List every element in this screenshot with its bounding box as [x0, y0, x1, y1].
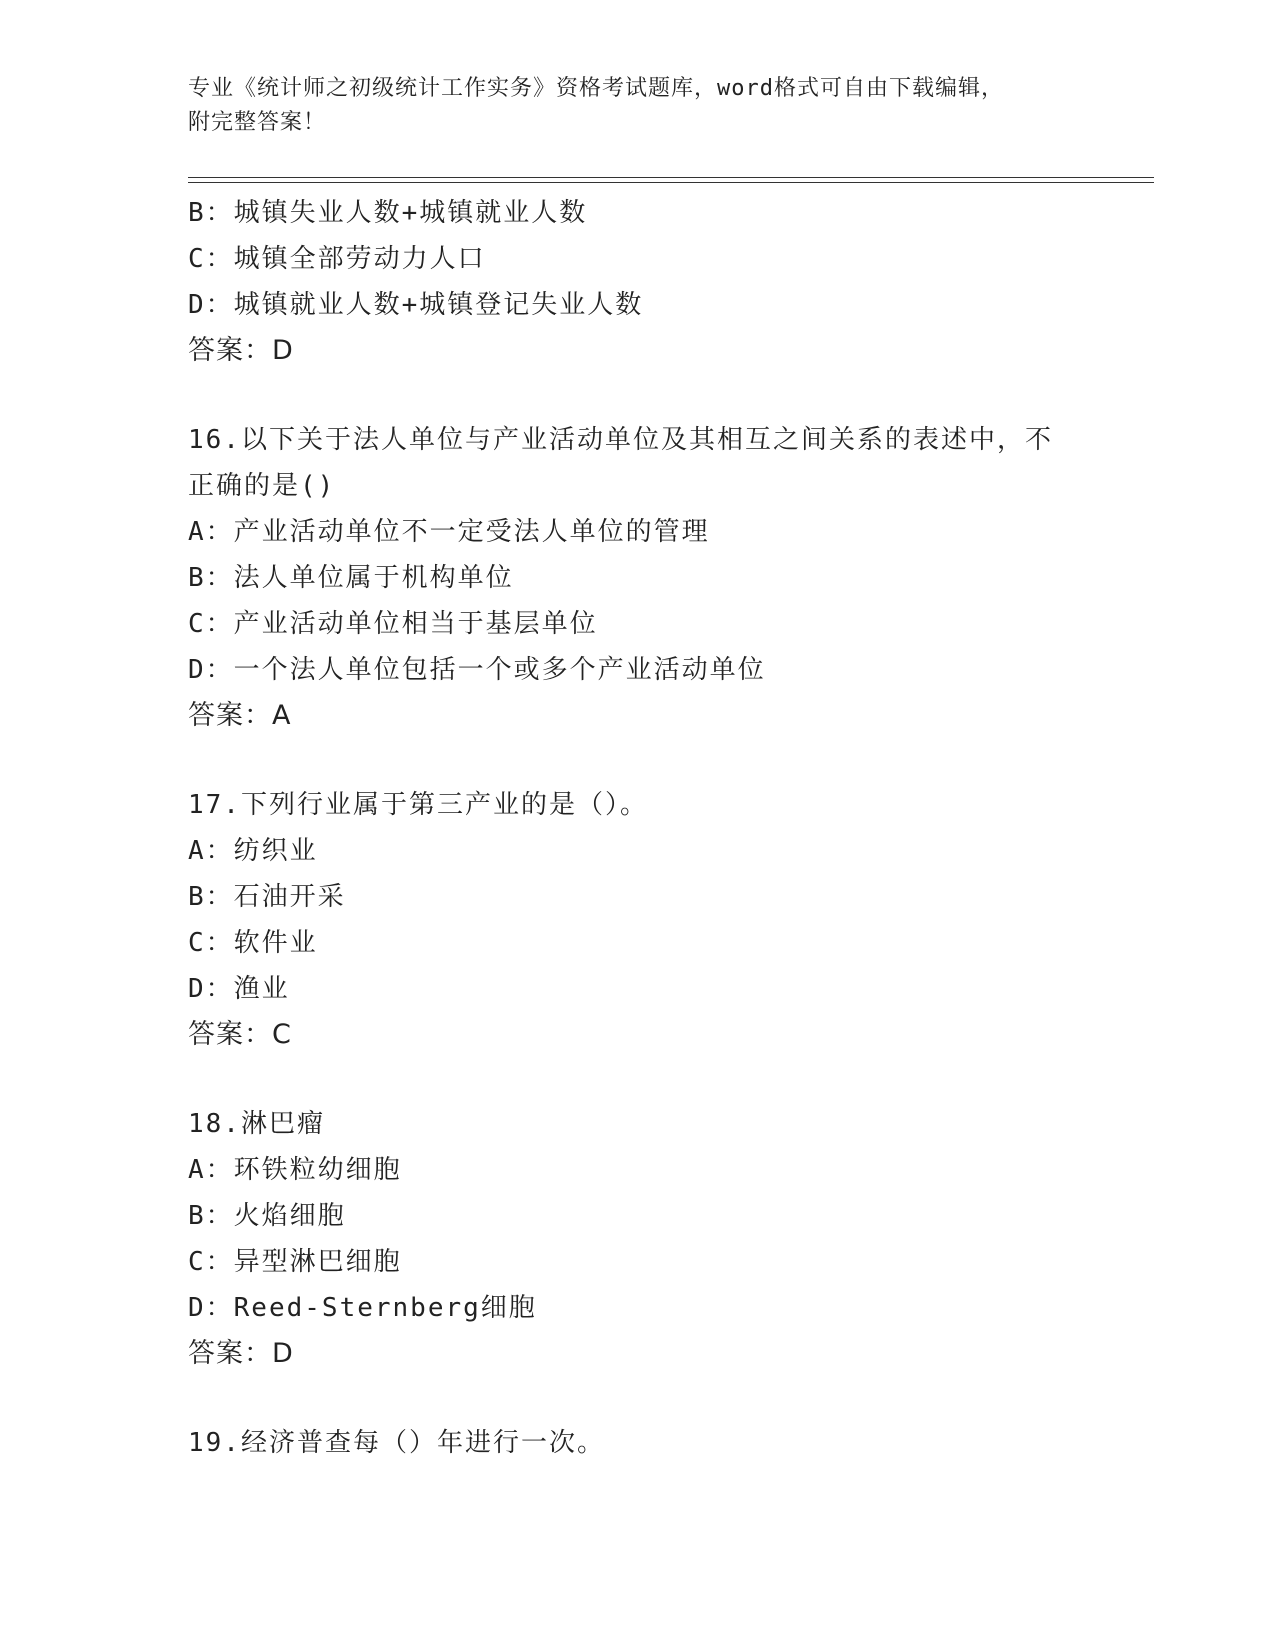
- option-a: A：纺织业: [188, 836, 318, 866]
- option-d: D：一个法人单位包括一个或多个产业活动单位: [188, 655, 766, 685]
- answer-text: 答案：D: [188, 1338, 294, 1369]
- header-line-2: 附完整答案！: [188, 110, 327, 135]
- answer-text: 答案：D: [188, 335, 294, 366]
- document-header: [188, 72, 1068, 140]
- option-b: B：法人单位属于机构单位: [188, 563, 514, 593]
- question-18: [188, 1101, 1088, 1377]
- header-divider-bottom: [188, 182, 1154, 183]
- answer-text: 答案：C: [188, 1019, 292, 1050]
- option-d: D：渔业: [188, 974, 290, 1004]
- option-b: B：火焰细胞: [188, 1201, 346, 1231]
- option-b: B：石油开采: [188, 882, 346, 912]
- question-spacer: [188, 1058, 1088, 1101]
- question-list: [188, 190, 1088, 1466]
- option-c: C：软件业: [188, 928, 318, 958]
- answer-text: 答案：A: [188, 700, 292, 731]
- question-16: [188, 417, 1088, 739]
- question-spacer: [188, 739, 1088, 782]
- header-line-1: 专业《统计师之初级统计工作实务》资格考试题库，word格式可自由下载编辑，: [188, 76, 1004, 101]
- question-stem: 17.下列行业属于第三产业的是（）。: [188, 790, 648, 820]
- question-stem: 16.以下关于法人单位与产业活动单位及其相互之间关系的表述中，不: [188, 425, 1053, 455]
- question-stem: 19.经济普查每（）年进行一次。: [188, 1428, 605, 1458]
- option-c: C：产业活动单位相当于基层单位: [188, 609, 598, 639]
- header-divider-top: [188, 177, 1154, 178]
- option-c: C：城镇全部劳动力人口: [188, 244, 486, 274]
- question-17: [188, 782, 1088, 1058]
- question-stem-continued: 正确的是(): [188, 471, 336, 501]
- question-stem: 18.淋巴瘤: [188, 1109, 325, 1139]
- option-a: A：产业活动单位不一定受法人单位的管理: [188, 517, 710, 547]
- question-spacer: [188, 1377, 1088, 1420]
- option-d: D：Reed-Sternberg细胞: [188, 1293, 537, 1323]
- option-a: A：环铁粒幼细胞: [188, 1155, 402, 1185]
- option-b: B：城镇失业人数+城镇就业人数: [188, 198, 588, 228]
- option-c: C：异型淋巴细胞: [188, 1247, 402, 1277]
- option-d: D：城镇就业人数+城镇登记失业人数: [188, 290, 644, 320]
- question-19: [188, 1420, 1088, 1466]
- question-spacer: [188, 374, 1088, 417]
- question-15: [188, 190, 1088, 374]
